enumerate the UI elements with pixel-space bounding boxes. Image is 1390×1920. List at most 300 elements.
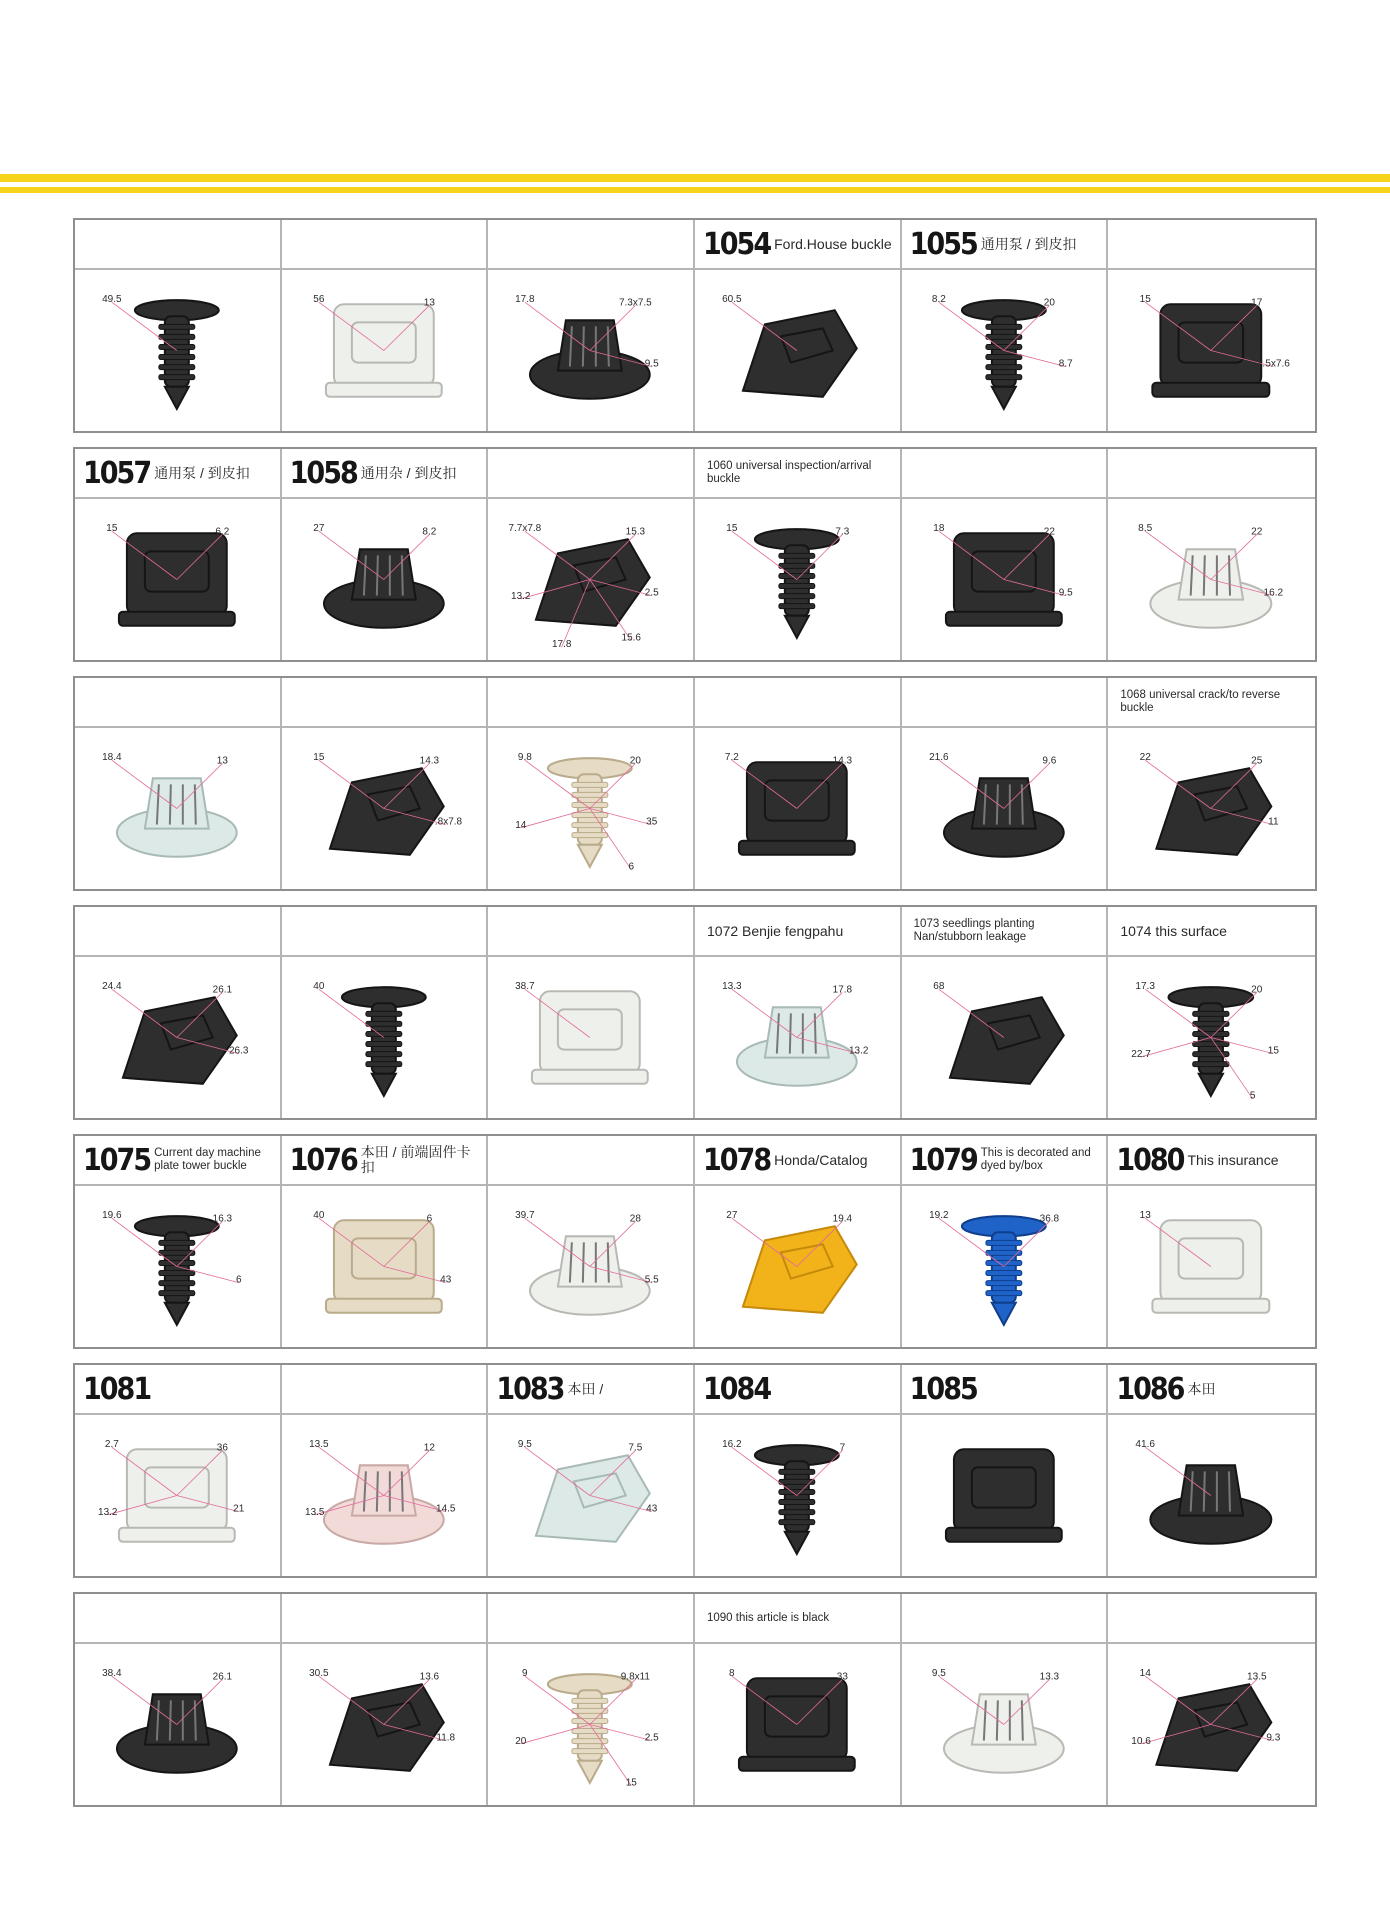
part-tip bbox=[992, 1303, 1016, 1325]
part-rib bbox=[986, 1271, 1022, 1276]
part-header bbox=[902, 220, 1107, 270]
part-label: 通用泵 / 到皮扣 bbox=[154, 465, 250, 481]
part-cell[interactable] bbox=[902, 1136, 1109, 1347]
dimension-label: 13.5 bbox=[1247, 1671, 1267, 1683]
part-cell[interactable] bbox=[488, 1136, 695, 1347]
dimension-label: 9.8x11 bbox=[621, 1671, 651, 1683]
part-header bbox=[695, 1136, 900, 1186]
dimension-label: 8.2 bbox=[931, 294, 946, 306]
part-image bbox=[282, 1415, 487, 1576]
part-cell[interactable] bbox=[695, 220, 902, 431]
part-rib bbox=[572, 1729, 608, 1734]
part-cell[interactable] bbox=[1108, 1136, 1315, 1347]
dimension-label: 19.6 bbox=[102, 1210, 122, 1222]
part-header bbox=[488, 1594, 693, 1644]
part-header bbox=[488, 1365, 693, 1415]
part-image bbox=[695, 728, 900, 889]
part-slit bbox=[170, 784, 171, 824]
part-header bbox=[902, 907, 1107, 957]
part-header bbox=[902, 1136, 1107, 1186]
part-cell[interactable] bbox=[1108, 220, 1315, 431]
part-rib bbox=[159, 1240, 195, 1245]
dimension-label: 7.5x7.6 bbox=[1257, 358, 1291, 370]
part-cell[interactable] bbox=[75, 449, 282, 660]
part-header bbox=[902, 449, 1107, 499]
part-illustration bbox=[488, 957, 693, 1118]
part-cell[interactable] bbox=[75, 907, 282, 1118]
dimension-label: 13 bbox=[1139, 1210, 1152, 1222]
part-label: 1074 this surface bbox=[1120, 923, 1227, 939]
part-header bbox=[75, 907, 280, 957]
part-cell[interactable] bbox=[1108, 1594, 1315, 1805]
part-illustration bbox=[75, 270, 280, 431]
part-cell[interactable] bbox=[695, 907, 902, 1118]
part-illustration bbox=[695, 728, 900, 889]
dimension-label: 26.3 bbox=[229, 1045, 249, 1057]
part-rib bbox=[159, 355, 195, 360]
part-illustration bbox=[488, 270, 693, 431]
dimension-label: 43 bbox=[439, 1274, 451, 1286]
part-rib bbox=[779, 1489, 815, 1494]
part-cell[interactable] bbox=[695, 1594, 902, 1805]
dimension-label: 18.4 bbox=[102, 752, 122, 764]
dimension-label: 9.3 bbox=[1266, 1732, 1281, 1744]
part-rib bbox=[779, 594, 815, 599]
part-slit bbox=[377, 555, 378, 595]
part-label: Honda/Catalog bbox=[774, 1152, 868, 1168]
part-base bbox=[326, 1299, 442, 1313]
part-header bbox=[1108, 907, 1315, 957]
part-header bbox=[695, 907, 900, 957]
part-cell[interactable] bbox=[902, 220, 1109, 431]
part-base bbox=[946, 1528, 1062, 1542]
catalog-row bbox=[73, 676, 1317, 891]
part-cell[interactable] bbox=[902, 907, 1109, 1118]
dimension-label: 19.4 bbox=[832, 1213, 853, 1225]
part-rib bbox=[986, 1250, 1022, 1255]
part-number: 1084 bbox=[703, 1371, 771, 1407]
dimension-label: 9.5 bbox=[518, 1439, 533, 1451]
part-rib bbox=[572, 1708, 608, 1713]
part-image bbox=[1108, 1644, 1315, 1805]
part-number: 1086 bbox=[1116, 1371, 1184, 1407]
part-illustration bbox=[1108, 728, 1315, 889]
part-tip bbox=[578, 1761, 602, 1783]
part-illustration bbox=[695, 1644, 900, 1805]
part-image bbox=[695, 1644, 900, 1805]
part-cell[interactable] bbox=[695, 1136, 902, 1347]
part-cell[interactable] bbox=[488, 678, 695, 889]
dimension-label: 13.3 bbox=[1039, 1671, 1059, 1683]
part-image bbox=[902, 499, 1107, 660]
part-cell[interactable] bbox=[282, 1365, 489, 1576]
part-cell[interactable] bbox=[695, 1365, 902, 1576]
dimension-label: 6 bbox=[235, 1274, 242, 1286]
part-rib bbox=[572, 833, 608, 838]
part-tip bbox=[1199, 1074, 1223, 1096]
dimension-label: 15 bbox=[1268, 1045, 1280, 1057]
part-illustration bbox=[695, 270, 900, 431]
part-label: 1060 universal inspection/arrival buckle bbox=[707, 460, 872, 485]
part-label: This insurance bbox=[1187, 1152, 1279, 1168]
part-illustration bbox=[1108, 1644, 1315, 1805]
part-header bbox=[902, 1365, 1107, 1415]
dimension-label: 24.4 bbox=[102, 981, 122, 993]
part-rib bbox=[779, 1520, 815, 1525]
dimension-label: 12 bbox=[423, 1442, 435, 1454]
part-label: 本田 / 前端固件卡扣 bbox=[360, 1145, 471, 1175]
part-label: 通用泵 / 到皮扣 bbox=[980, 236, 1077, 252]
part-base bbox=[946, 612, 1062, 626]
dimension-label: 27 bbox=[312, 523, 325, 535]
part-rib bbox=[986, 324, 1022, 329]
part-body bbox=[334, 304, 434, 387]
part-rib bbox=[986, 365, 1022, 370]
part-tip bbox=[165, 387, 189, 409]
part-rib bbox=[572, 1718, 608, 1723]
part-number: 1054 bbox=[703, 226, 771, 262]
part-cell[interactable] bbox=[1108, 907, 1315, 1118]
part-image bbox=[75, 270, 280, 431]
dimension-label: 15 bbox=[726, 523, 738, 535]
part-illustration bbox=[695, 957, 900, 1118]
dimension-label: 13.5 bbox=[308, 1439, 329, 1451]
part-rib bbox=[572, 792, 608, 797]
part-rib bbox=[779, 563, 815, 568]
dimension-label: 7 bbox=[839, 1442, 846, 1454]
part-rib bbox=[572, 1698, 608, 1703]
dimension-label: 7.3 bbox=[835, 526, 850, 538]
part-number: 1058 bbox=[289, 455, 357, 491]
part-rib bbox=[159, 1291, 195, 1296]
part-cell[interactable] bbox=[75, 1594, 282, 1805]
part-cell[interactable] bbox=[902, 1594, 1109, 1805]
part-rib bbox=[986, 375, 1022, 380]
part-number: 1057 bbox=[83, 455, 151, 491]
part-rib bbox=[159, 1271, 195, 1276]
part-rib bbox=[779, 1469, 815, 1474]
part-rib bbox=[1193, 1031, 1229, 1036]
dimension-label: 10.6 bbox=[1131, 1735, 1152, 1747]
part-base bbox=[119, 612, 235, 626]
part-illustration bbox=[282, 1186, 487, 1347]
part-cell[interactable] bbox=[902, 678, 1109, 889]
dimension-label: 2.5 bbox=[645, 587, 660, 599]
part-number: 1079 bbox=[909, 1142, 977, 1178]
part-cell[interactable] bbox=[282, 1594, 489, 1805]
part-number: 1055 bbox=[909, 226, 977, 262]
part-base bbox=[326, 383, 442, 397]
part-illustration bbox=[902, 1186, 1107, 1347]
part-rib bbox=[986, 1240, 1022, 1245]
part-cell[interactable] bbox=[488, 1365, 695, 1576]
dimension-label: 2.5 bbox=[645, 1732, 660, 1744]
part-image bbox=[75, 728, 280, 889]
part-rib bbox=[366, 1062, 402, 1067]
part-illustration bbox=[695, 1186, 900, 1347]
part-rib bbox=[779, 604, 815, 609]
part-cell[interactable] bbox=[1108, 449, 1315, 660]
dimension-label: 13 bbox=[423, 297, 435, 309]
part-image bbox=[695, 270, 900, 431]
dimension-label: 38.4 bbox=[102, 1668, 122, 1680]
part-image bbox=[75, 1644, 280, 1805]
part-header bbox=[695, 220, 900, 270]
part-illustration bbox=[902, 499, 1107, 660]
part-header bbox=[488, 678, 693, 728]
part-rib bbox=[159, 1260, 195, 1265]
dimension-label: 13.6 bbox=[419, 1671, 439, 1683]
part-body bbox=[540, 991, 640, 1074]
dimension-label: 15.3 bbox=[625, 526, 646, 538]
part-header bbox=[282, 907, 487, 957]
dimension-label: 21.6 bbox=[928, 752, 949, 764]
dimension-label: 9.5 bbox=[645, 358, 660, 370]
dimension-label: 13.5 bbox=[304, 1506, 325, 1518]
part-illustration bbox=[1108, 499, 1315, 660]
dimension-label: 2.7 bbox=[104, 1439, 119, 1451]
parts-catalog-grid bbox=[73, 218, 1317, 1821]
dimension-label: 7.8x7.8 bbox=[429, 816, 462, 828]
dimension-label: 13.2 bbox=[98, 1506, 118, 1518]
part-tip bbox=[785, 616, 809, 638]
part-header bbox=[75, 1365, 280, 1415]
part-rib bbox=[986, 334, 1022, 339]
part-header bbox=[695, 1594, 900, 1644]
part-cell[interactable] bbox=[282, 907, 489, 1118]
part-label: 1072 Benjie fengpahu bbox=[707, 923, 844, 939]
part-cell[interactable] bbox=[902, 449, 1109, 660]
part-rib bbox=[159, 324, 195, 329]
dimension-label: 5 bbox=[1250, 1090, 1256, 1102]
part-illustration bbox=[282, 499, 487, 660]
dimension-label: 15.6 bbox=[621, 632, 642, 644]
catalog-row bbox=[73, 1592, 1317, 1807]
part-illustration bbox=[75, 499, 280, 660]
part-base bbox=[1153, 383, 1270, 397]
part-rib bbox=[779, 1479, 815, 1484]
part-label: 1073 seedlings planting Nan/stubborn leakage bbox=[913, 918, 1035, 943]
part-header bbox=[488, 449, 693, 499]
dimension-label: 49.5 bbox=[102, 294, 122, 306]
dimension-label: 40 bbox=[312, 1210, 325, 1222]
part-image bbox=[282, 1186, 487, 1347]
part-label: Ford.House buckle bbox=[774, 236, 892, 252]
part-header bbox=[1108, 449, 1315, 499]
part-dome bbox=[1179, 1465, 1244, 1515]
part-image bbox=[695, 1186, 900, 1347]
dimension-label: 9.5 bbox=[1058, 587, 1073, 599]
dimension-label: 22 bbox=[1251, 526, 1263, 538]
dimension-label: 17 bbox=[1251, 297, 1263, 309]
part-rib bbox=[159, 344, 195, 349]
dimension-label: 11 bbox=[1268, 816, 1279, 828]
part-illustration bbox=[488, 1186, 693, 1347]
part-tip bbox=[578, 845, 602, 867]
part-illustration bbox=[1108, 1186, 1315, 1347]
part-rib bbox=[572, 813, 608, 818]
part-illustration bbox=[282, 270, 487, 431]
part-body bbox=[954, 533, 1054, 616]
catalog-row bbox=[73, 447, 1317, 662]
part-rib bbox=[1193, 1062, 1229, 1067]
part-illustration bbox=[902, 728, 1107, 889]
part-number: 1076 bbox=[289, 1142, 357, 1178]
part-image bbox=[282, 957, 487, 1118]
dimension-label: 36.8 bbox=[1039, 1213, 1059, 1225]
part-image bbox=[282, 728, 487, 889]
dimension-label: 17.8 bbox=[515, 294, 535, 306]
part-header bbox=[902, 678, 1107, 728]
part-cell[interactable] bbox=[488, 907, 695, 1118]
dimension-label: 15 bbox=[1139, 294, 1152, 306]
part-rib bbox=[779, 573, 815, 578]
second-yellow-stripe bbox=[0, 187, 1390, 193]
part-image bbox=[1108, 499, 1315, 660]
part-illustration bbox=[695, 1415, 900, 1576]
dimension-label: 8.5 bbox=[1138, 523, 1153, 535]
part-number: 1078 bbox=[703, 1142, 771, 1178]
dimension-label: 7.3x7.5 bbox=[619, 297, 653, 309]
part-header bbox=[282, 1594, 487, 1644]
part-rib bbox=[366, 1031, 402, 1036]
part-image bbox=[902, 1415, 1107, 1576]
part-header bbox=[1108, 678, 1315, 728]
part-cell[interactable] bbox=[488, 1594, 695, 1805]
part-image bbox=[488, 499, 693, 660]
dimension-label: 15 bbox=[626, 1777, 638, 1789]
part-image bbox=[695, 957, 900, 1118]
dimension-label: 27 bbox=[726, 1210, 738, 1222]
part-illustration bbox=[902, 270, 1107, 431]
part-rib bbox=[159, 334, 195, 339]
dimension-label: 13.2 bbox=[511, 590, 531, 602]
part-illustration bbox=[75, 728, 280, 889]
part-body bbox=[954, 1449, 1054, 1532]
catalog-row bbox=[73, 1134, 1317, 1349]
part-tip bbox=[372, 1074, 396, 1096]
part-cell[interactable] bbox=[282, 678, 489, 889]
part-label: Current day machine plate tower buckle bbox=[154, 1147, 261, 1172]
part-rib bbox=[366, 1042, 402, 1047]
part-tip bbox=[992, 387, 1016, 409]
dimension-label: 7.7x7.8 bbox=[508, 523, 542, 535]
dimension-label: 16.2 bbox=[1263, 587, 1284, 599]
dimension-label: 13.2 bbox=[849, 1045, 869, 1057]
part-header bbox=[902, 1594, 1107, 1644]
part-image bbox=[75, 499, 280, 660]
part-image bbox=[488, 270, 693, 431]
part-slit bbox=[377, 1471, 378, 1511]
dimension-label: 14 bbox=[1139, 1668, 1152, 1680]
dimension-label: 9.6 bbox=[1042, 755, 1056, 767]
part-slit bbox=[997, 1700, 998, 1740]
part-cell[interactable] bbox=[695, 449, 902, 660]
dimension-label: 68 bbox=[932, 981, 945, 993]
part-illustration bbox=[75, 1644, 280, 1805]
part-header bbox=[282, 1136, 487, 1186]
part-illustration bbox=[282, 957, 487, 1118]
part-image bbox=[1108, 1186, 1315, 1347]
dimension-label: 14.3 bbox=[419, 755, 439, 767]
part-illustration bbox=[282, 728, 487, 889]
part-header bbox=[282, 449, 487, 499]
part-cell[interactable] bbox=[282, 449, 489, 660]
part-cell[interactable] bbox=[902, 1365, 1109, 1576]
dimension-label: 9.5 bbox=[931, 1668, 946, 1680]
part-cell[interactable] bbox=[488, 220, 695, 431]
part-image bbox=[1108, 957, 1315, 1118]
dimension-label: 17.3 bbox=[1135, 981, 1156, 993]
dimension-label: 20 bbox=[630, 755, 642, 767]
dimension-label: 26.1 bbox=[212, 984, 233, 996]
part-cell[interactable] bbox=[282, 1136, 489, 1347]
dimension-label: 36 bbox=[216, 1442, 228, 1454]
part-cell[interactable] bbox=[488, 449, 695, 660]
part-cell[interactable] bbox=[75, 1365, 282, 1576]
part-illustration bbox=[75, 1415, 280, 1576]
part-body bbox=[127, 1449, 227, 1532]
part-rib bbox=[986, 1281, 1022, 1286]
part-cell[interactable] bbox=[1108, 1365, 1315, 1576]
part-rib bbox=[986, 1291, 1022, 1296]
part-image bbox=[488, 957, 693, 1118]
catalog-row bbox=[73, 1363, 1317, 1578]
dimension-label: 18 bbox=[932, 523, 945, 535]
part-cell[interactable] bbox=[282, 220, 489, 431]
part-image bbox=[902, 1644, 1107, 1805]
part-image bbox=[282, 499, 487, 660]
part-header bbox=[282, 220, 487, 270]
part-cell[interactable] bbox=[75, 1136, 282, 1347]
part-slit bbox=[170, 1700, 171, 1740]
part-image bbox=[488, 1186, 693, 1347]
part-rib bbox=[779, 553, 815, 558]
part-rib bbox=[1193, 1042, 1229, 1047]
dimension-label: 7.2 bbox=[724, 752, 739, 764]
dimension-label: 22 bbox=[1139, 752, 1152, 764]
part-cell[interactable] bbox=[1108, 678, 1315, 889]
part-header bbox=[1108, 1136, 1315, 1186]
part-cell[interactable] bbox=[695, 678, 902, 889]
dimension-label: 56 bbox=[312, 294, 325, 306]
part-body bbox=[747, 762, 847, 845]
part-number: 1080 bbox=[1116, 1142, 1184, 1178]
dimension-label: 30.5 bbox=[308, 1668, 329, 1680]
dimension-label: 13 bbox=[216, 755, 228, 767]
dimension-label: 41.6 bbox=[1135, 1439, 1156, 1451]
part-illustration bbox=[488, 728, 693, 889]
part-body bbox=[747, 1678, 847, 1761]
part-illustration bbox=[1108, 1415, 1315, 1576]
dimension-label: 15 bbox=[106, 523, 118, 535]
part-rib bbox=[366, 1011, 402, 1016]
part-cell[interactable] bbox=[75, 678, 282, 889]
part-rib bbox=[572, 1749, 608, 1754]
dimension-label: 20 bbox=[515, 1735, 527, 1747]
part-header bbox=[695, 449, 900, 499]
part-rib bbox=[572, 802, 608, 807]
part-header bbox=[75, 1136, 280, 1186]
part-label: 本田 bbox=[1187, 1381, 1216, 1397]
part-cell[interactable] bbox=[75, 220, 282, 431]
part-label: 本田 / bbox=[567, 1381, 604, 1397]
part-image bbox=[902, 957, 1107, 1118]
part-image bbox=[488, 1415, 693, 1576]
part-number: 1075 bbox=[83, 1142, 151, 1178]
dimension-label: 9 bbox=[522, 1668, 528, 1680]
part-header bbox=[1108, 1365, 1315, 1415]
